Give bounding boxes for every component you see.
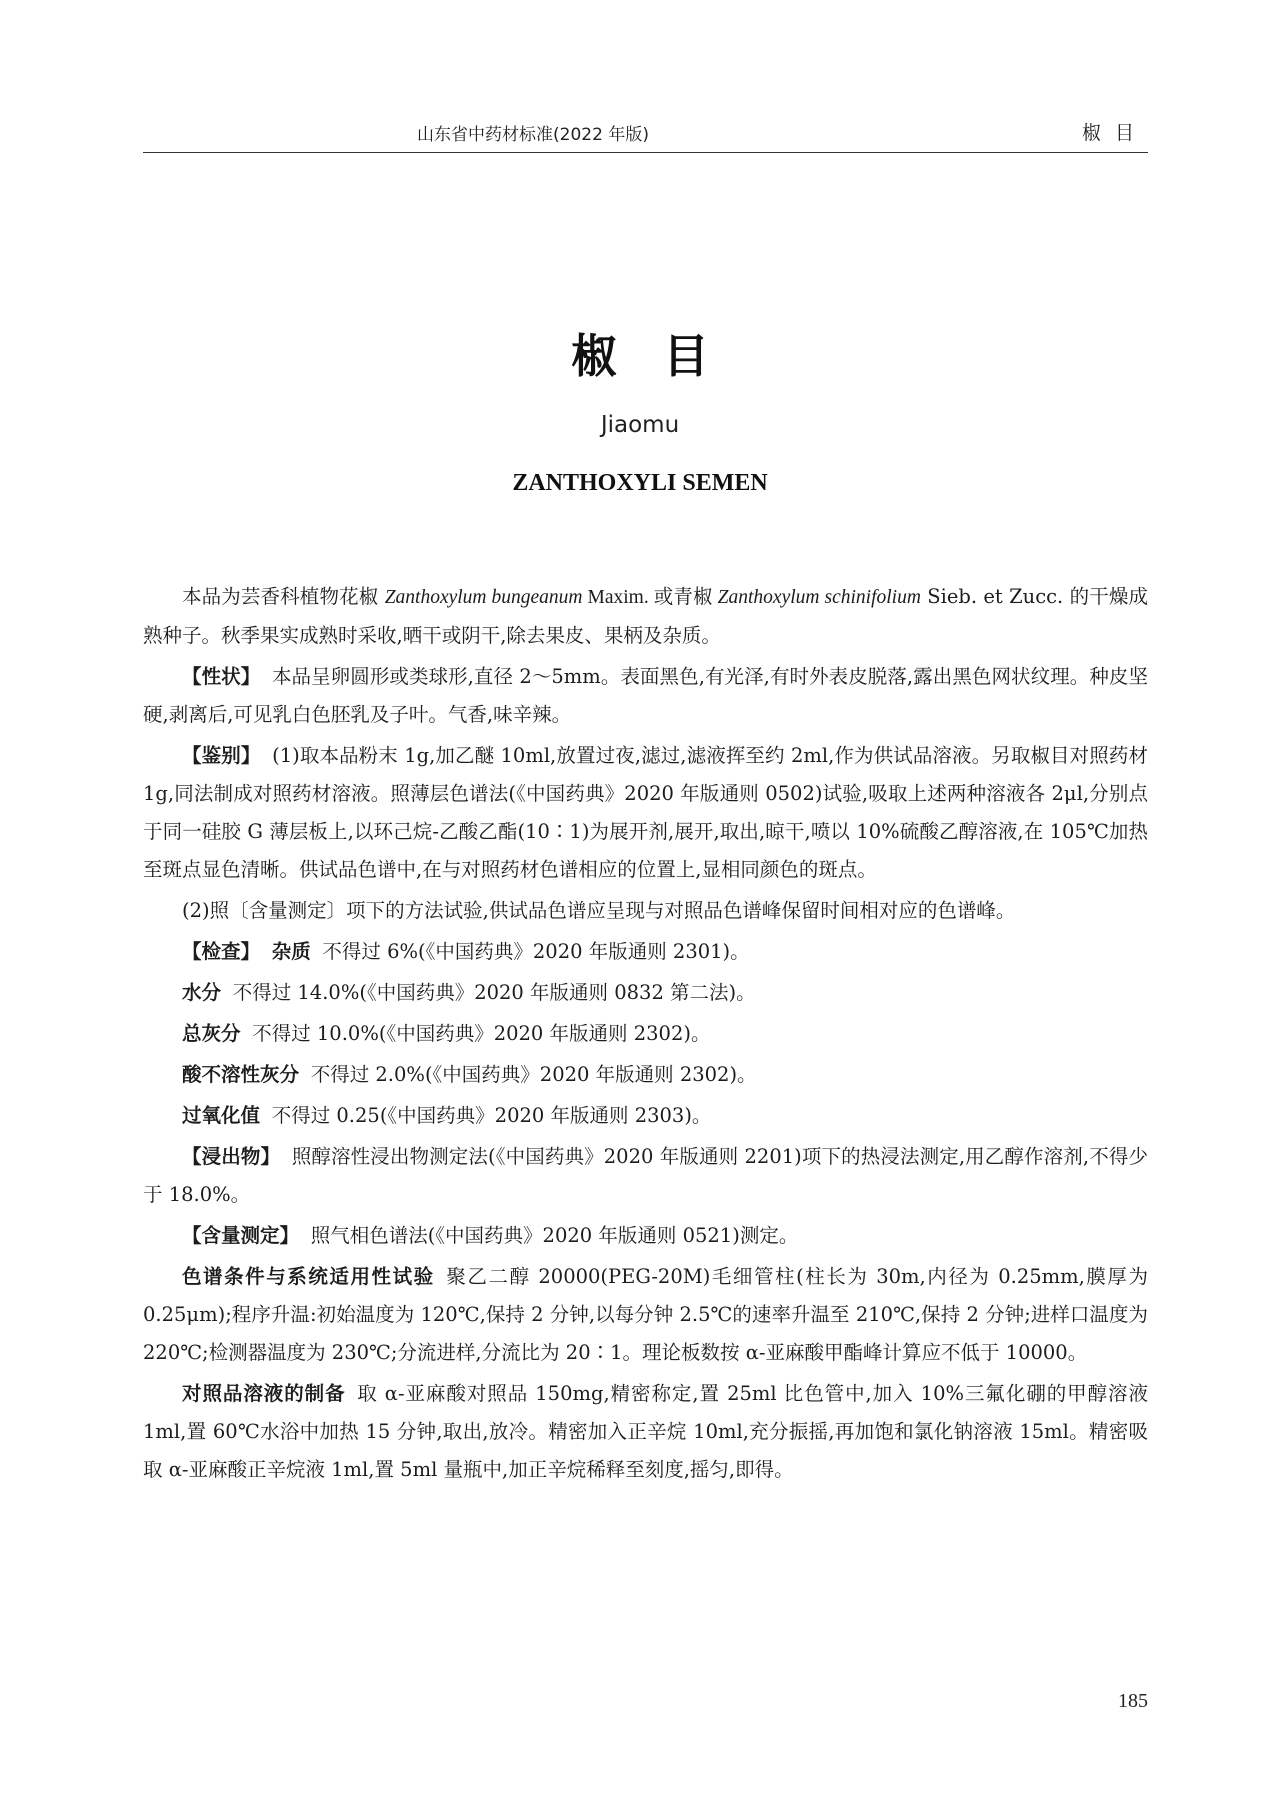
inspection-item [143, 1056, 1148, 1094]
assay-text: 照气相色谱法(《中国药典》2020 年版通则 0521)测定。 [310, 1224, 799, 1247]
intro-paragraph [143, 578, 1148, 655]
inspection-item-text: 不得过 10.0%(《中国药典》2020 年版通则 2302)。 [252, 1022, 711, 1045]
extract-paragraph [143, 1138, 1148, 1214]
inspection-item-text: 不得过 0.25(《中国药典》2020 年版通则 2303)。 [271, 1104, 712, 1127]
header-book-title: 山东省中药材标准(2022 年版) [417, 125, 649, 145]
running-header [143, 112, 1148, 146]
monograph-title-chinese: 椒目 [571, 329, 755, 383]
inspection-item-name: 酸不溶性灰分 [182, 1063, 300, 1086]
intro-text-2: Maxim. 或青椒 [582, 587, 718, 608]
characters-paragraph [143, 658, 1148, 734]
inspection-label: 【检查】 [182, 940, 261, 963]
monograph-title-pinyin: Jiaomu [600, 412, 680, 438]
inspection-item-text: 不得过 2.0%(《中国药典》2020 年版通则 2302)。 [310, 1063, 757, 1086]
monograph-body [143, 578, 1148, 1492]
extract-text: 照醇溶性浸出物测定法(《中国药典》2020 年版通则 2201)项下的热浸法测定,用乙醇作溶剂,不得少于 18.0%。 [143, 1145, 1148, 1206]
reference-solution-label: 对照品溶液的制备 [182, 1382, 346, 1405]
chromatographic-conditions-text: 聚乙二醇 20000(PEG-20M)毛细管柱(柱长为 30m,内径为 0.25mm,膜厚为 0.25μm);程序升温:初始温度为 120℃,保持 2 分钟,以每分钟 2.5℃的速率升温至 210℃,保持 2 分钟;进样口温度为 220℃;检测器温度为 230℃;分流进样,分流比为 20∶1。理论板数按 α-亚麻酸甲酯峰计算应不低于 10000。 [143, 1265, 1148, 1364]
page-number: 185 [1118, 1690, 1148, 1712]
identification-text-2: (2)照〔含量测定〕项下的方法试验,供试品色谱应呈现与对照品色谱峰保留时间相对应的色谱峰。 [182, 899, 1016, 922]
species-name-2: Zanthoxylum schinifolium [717, 587, 921, 608]
characters-label: 【性状】 [182, 665, 261, 688]
intro-text-3: Sieb. et Zucc. 的干燥成熟种子。秋季果实成熟时采收,晒干或阴干,除去果皮、果柄及杂质。 [143, 585, 1148, 647]
monograph-title-latin: ZANTHOXYLI SEMEN [512, 470, 768, 496]
inspection-item [143, 1097, 1148, 1135]
inspection-item-name: 过氧化值 [182, 1104, 261, 1127]
header-divider [143, 152, 1148, 153]
reference-solution-paragraph [143, 1375, 1148, 1489]
identification-text-1: (1)取本品粉末 1g,加乙醚 10ml,放置过夜,滤过,滤液挥至约 2ml,作为供试品溶液。另取椒目对照药材 1g,同法制成对照药材溶液。照薄层色谱法(《中国药典》2020 年版通则 0502)试验,吸取上述两种溶液各 2μl,分别点于同一硅胶 G 薄层板上,以环己烷-乙酸乙酯(10∶1)为展开剂,展开,取出,晾干,喷以 10%硫酸乙醇溶液,在 105℃加热至斑点显色清晰。供试品色谱中,在与对照药材色谱相应的位置上,显相同颜色的斑点。 [143, 744, 1148, 881]
inspection-item [143, 974, 1148, 1012]
chromatographic-conditions-label: 色谱条件与系统适用性试验 [182, 1265, 435, 1288]
inspection-item-name: 杂质 [271, 940, 311, 963]
assay-paragraph [143, 1217, 1148, 1255]
inspection-item-text: 不得过 6%(《中国药典》2020 年版通则 2301)。 [322, 940, 750, 963]
chromatographic-conditions-paragraph [143, 1258, 1148, 1372]
inspection-paragraph [143, 933, 1148, 971]
identification-paragraph-2 [143, 892, 1148, 930]
inspection-item-name: 水分 [182, 981, 222, 1004]
characters-text: 本品呈卵圆形或类球形,直径 2～5mm。表面黑色,有光泽,有时外表皮脱落,露出黑色网状纹理。种皮坚硬,剥离后,可见乳白色胚乳及子叶。气香,味辛辣。 [143, 665, 1148, 726]
assay-label: 【含量测定】 [182, 1224, 300, 1247]
species-name-1: Zanthoxylum bungeanum [384, 587, 583, 608]
reference-solution-text: 取 α-亚麻酸对照品 150mg,精密称定,置 25ml 比色管中,加入 10%三氟化硼的甲醇溶液 1ml,置 60℃水浴中加热 15 分钟,取出,放冷。精密加入正辛烷 10ml,充分振摇,再加饱和氯化钠溶液 15ml。精密吸取 α-亚麻酸正辛烷液 1ml,置 5ml 量瓶中,加正辛烷稀释至刻度,摇匀,即得。 [143, 1382, 1148, 1481]
inspection-item-text: 不得过 14.0%(《中国药典》2020 年版通则 0832 第二法)。 [232, 981, 756, 1004]
extract-label: 【浸出物】 [182, 1145, 281, 1168]
inspection-item [143, 1015, 1148, 1053]
identification-paragraph-1 [143, 737, 1148, 889]
identification-label: 【鉴别】 [182, 744, 261, 767]
inspection-item-name: 总灰分 [182, 1022, 241, 1045]
header-entry-name: 椒目 [1081, 122, 1148, 144]
intro-text-1: 本品为芸香科植物花椒 [182, 585, 385, 608]
